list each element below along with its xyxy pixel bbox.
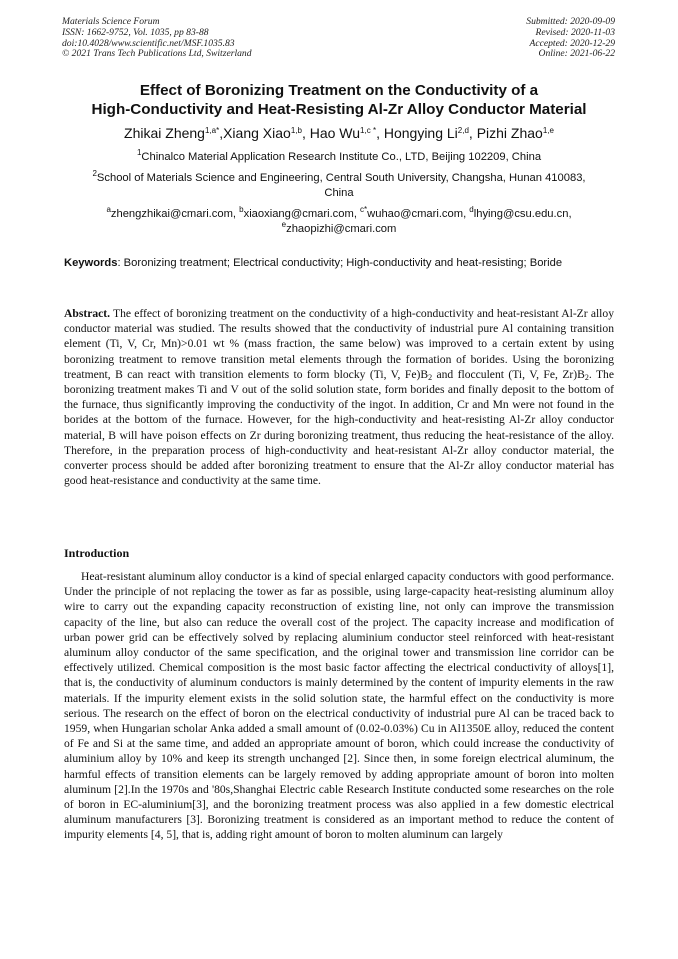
author-sup: 1,b <box>290 126 302 135</box>
author-sup: 1,c * <box>360 126 377 135</box>
author-name: Pizhi Zhao <box>476 125 543 141</box>
affiliation-sup: 2 <box>92 169 97 178</box>
email-address[interactable]: zhaopizhi@cmari.com <box>286 223 397 235</box>
doi-line[interactable]: doi:10.4028/www.scientific.net/MSF.1035.83 <box>62 37 235 49</box>
submitted-date: Submitted: 2020-09-09 <box>526 16 615 27</box>
author-name: Zhikai Zheng <box>124 125 205 141</box>
author-name: Hao Wu <box>309 125 361 141</box>
paper-title <box>40 81 638 119</box>
affiliation-sup: 1 <box>136 148 142 157</box>
header-right <box>526 17 615 60</box>
email-sup: e <box>281 220 287 229</box>
accepted-date: Accepted: 2020-12-29 <box>529 37 615 49</box>
author-sup: 2,d <box>457 126 469 135</box>
author-name: Hongying Li <box>383 125 458 141</box>
affiliation-1 <box>80 150 598 165</box>
abstract-text-2: and flocculent (Ti, V, Fe, Zr)B <box>432 367 585 381</box>
email-sup: c* <box>360 205 368 214</box>
email-address[interactable]: lhying@csu.edu.cn <box>473 208 569 220</box>
abstract <box>64 306 614 488</box>
abstract-text-3: . The boronizing treatment makes Ti and V out of the solid solution state, form borides and finally deposit to the bottom of the furnace, thus significantly improving the conductivity of the ingot. In addition, Cr and Mn were not found in the borides at the bottom of the furnace. However, for the high-conductivity and heat-resisting Al-Zr alloy conductor material, B will have poison effects on Zr during boronizing treatment, thus reducing the heat-resistance of the alloy. Therefore, in the preparation process of high-conductivity and heat-resistant Al-Zr alloy conductor material, the converter process should be added after boronizing treatment to ensure that the Al-Zr alloy conductor material has good heat-resistance and conductivity at the same time. <box>64 367 614 488</box>
copyright-line: © 2021 Trans Tech Publications Ltd, Switzerland <box>62 48 252 60</box>
header-left <box>62 17 252 60</box>
keywords <box>64 256 614 271</box>
keywords-text: : Boronizing treatment; Electrical conductivity; High-conductivity and heat-resisting; Boride <box>117 257 563 269</box>
online-date: Online: 2021-06-22 <box>538 48 615 60</box>
author-name: Xiang Xiao <box>223 125 291 141</box>
section-heading-introduction: Introduction <box>64 546 130 560</box>
author-sup: 1,e <box>542 126 554 135</box>
introduction-body: Heat-resistant aluminum alloy conductor is a kind of special enlarged capacity conductors with good performance. Under the principle of not replacing the tower as far as possible, using large-capacity heat-resisting aluminum alloy wire to carry out the expanding capacity reconstruction of existing line, not only can improve the transmission capacity of the line, but also can reduce the overall cost of the project. The capacity increase and modification of urban power grid can be effectively solved by replacing aluminium conductor steel reinforced with heat-resistant aluminum alloy conductor of the same specification, and the original tower and transmission line corridor can be effectively utilized. Chemical composition is the most basic factor affecting the electrical conductivity of alloys[1], that is, the conductivity of aluminum conductors is mainly determined by the content of impurity elements in the raw materials. If the impurity element exists in the solid solution state, the harmful effect on the conductivity is more serious. The research on the effect of boron on the electrical conductivity of industrial pure Al can be traced back to 1959, when Hungarian scholar Anka added a small amount of (0.02-0.03%) Cu in Al1350E alloy, reduced the content of Fe and Si at the same time, and added an appropriate amount of boron, which could increase the conductivity of aluminium alloy by 10% and keep its strength unchanged [2]. Since then, in some foreign electrical aluminum, the harmful effects of transition elements can be largely removed by adding appropriate amount of boron into molten aluminum [2].In the 1970s and '80s,Shanghai Electric cable Research Institute conducted some researches on the role of boron in EC-aluminium[3], and the boronizing treatment process was also applied in a few domestic electrical aluminum manufacturers [3]. Boronizing treatment is considered as an important method to reduce the content of impurity elements [4, 5], that is, adding right amount of boron to molten aluminum can largely <box>64 570 614 842</box>
revised-date: Revised: 2020-11-03 <box>535 26 615 38</box>
email-sup: d <box>469 205 474 214</box>
keywords-label: Keywords <box>64 257 118 269</box>
affiliation-text: School of Materials Science and Engineering, Central South University, Changsha, Hunan 410083, China <box>96 172 586 199</box>
affiliation-text: Chinalco Material Application Research Institute Co., LTD, Beijing 102209, China <box>141 151 542 163</box>
email-list: $^a$zhengzhikai@cmari.com, $^b$xiaoxiang@cmari.com, $^{c*}$wuhao@cmari.com, $^d$lhying@csu.edu.cn, $^e$zhaopizhi@cmari.com <box>106 205 572 235</box>
abstract-text-1: The effect of boronizing treatment on the conductivity of a high-conductivity and heat-resistant Al-Zr alloy conductor material was studied. The results showed that the conductivity of industrial pure Al containing transition element (Ti, V, Cr, Mn)>0.01 wt % (mass fraction, the same below) was improved to a certain extent by using boronizing treatment to remove transition metal elements through the formation of borides. Using the boronizing treatment, B can react with transition elements to form blocky (Ti, V, Fe)B <box>64 307 614 381</box>
email-address[interactable]: zhengzhikai@cmari.com <box>110 208 233 220</box>
subscript: 2 <box>584 372 589 382</box>
author-sup: 1,a* <box>204 126 220 135</box>
email-sup: a <box>106 205 111 214</box>
subscript: 2 <box>428 372 433 382</box>
email-sup: b <box>239 205 244 214</box>
issn-line: ISSN: 1662-9752, Vol. 1035, pp 83-88 <box>62 26 209 38</box>
abstract-label: Abstract. <box>64 307 111 320</box>
affiliation-2 <box>80 171 598 201</box>
author-list: Zhikai Zheng$^{1,a*}$,Xiang Xiao$^{1,b}$, Hao $Wu^{1,c *}$, Hongying Li$^{2,d}$, Pizhi Zhao$^{1,e}$ <box>124 125 554 141</box>
title-line-1: Effect of Boronizing Treatment on the Conductivity of a <box>139 82 539 99</box>
journal-name: Materials Science Forum <box>62 16 160 27</box>
email-address[interactable]: wuhao@cmari.com <box>367 208 464 220</box>
title-line-2: High-Conductivity and Heat-Resisting Al-Zr Alloy Conductor Material <box>91 101 587 118</box>
email-address[interactable]: xiaoxiang@cmari.com <box>243 208 354 220</box>
